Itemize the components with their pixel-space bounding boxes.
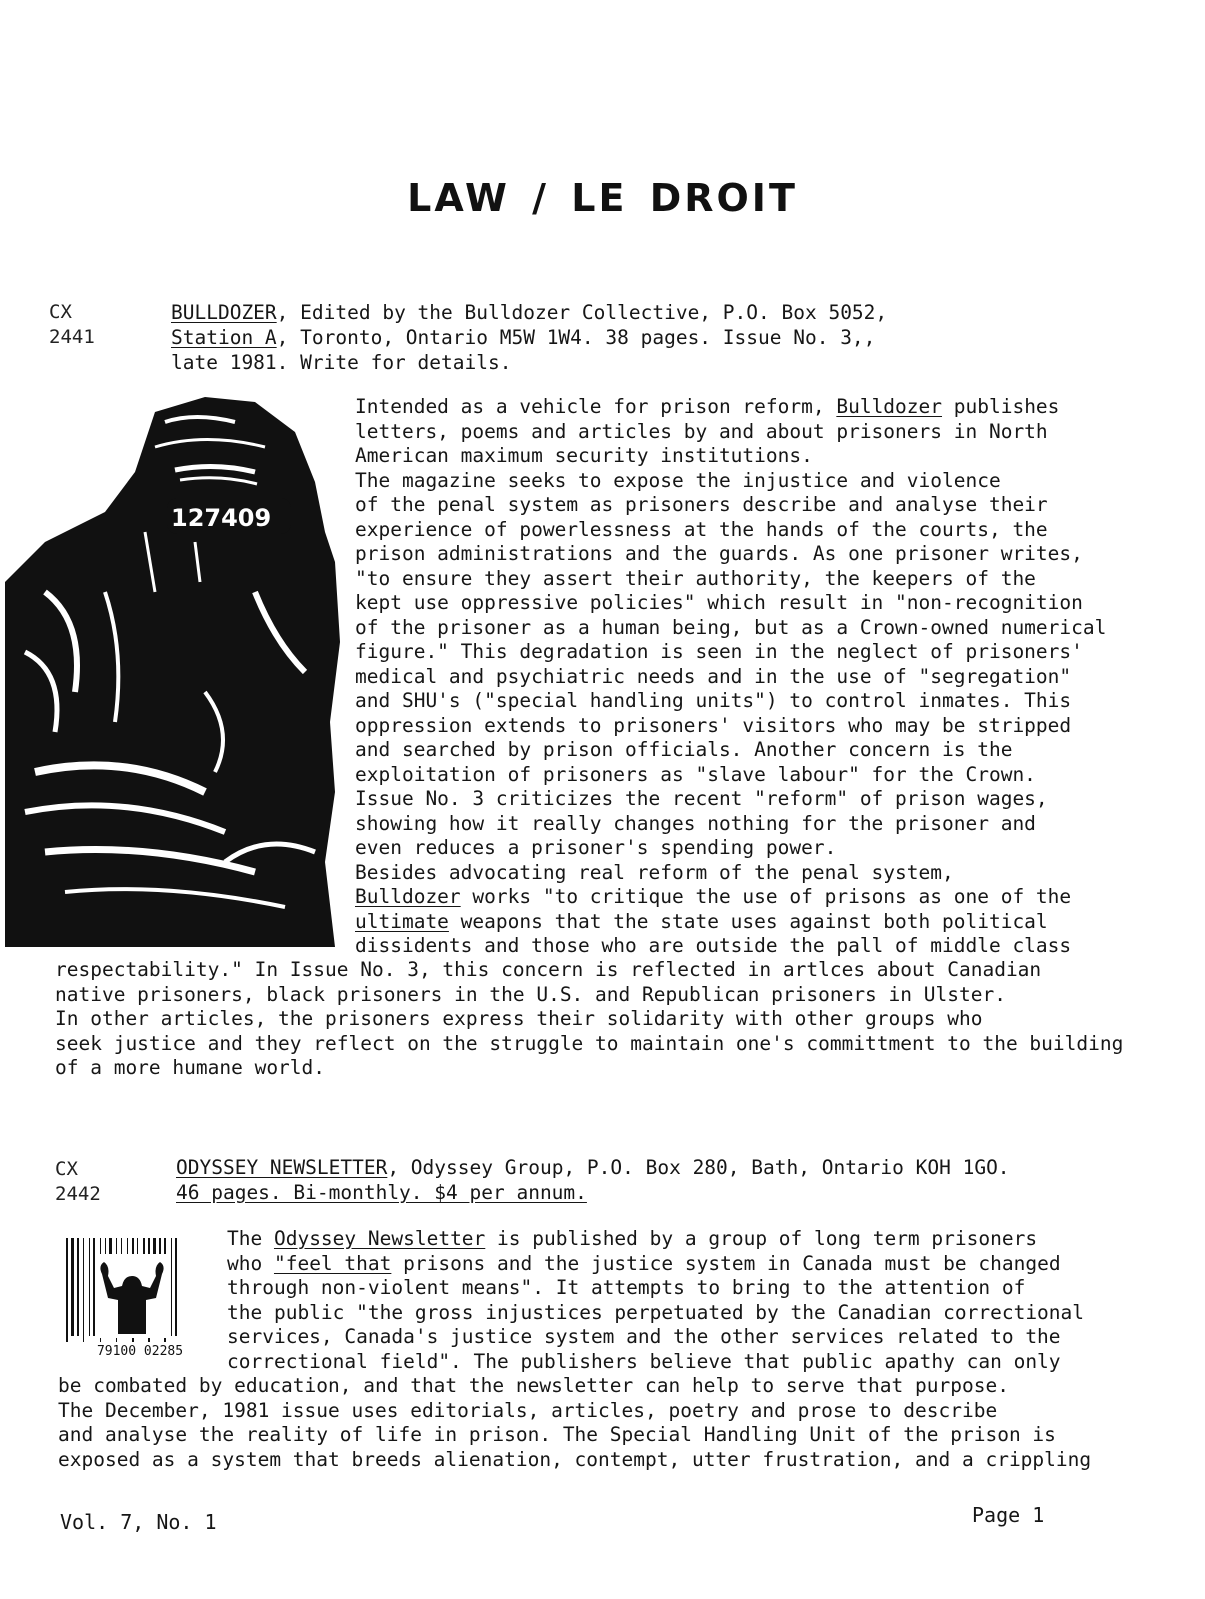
text-line: letters, poems and articles by and about prisoners in North <box>355 419 1048 443</box>
text-line: Issue No. 3 criticizes the recent "reform" of prison wages, <box>355 787 1048 810</box>
text-line: showing how it really changes nothing for the prisoner and <box>355 811 1036 835</box>
barcode-bar <box>83 1238 84 1342</box>
text-line: services, Canada's justice system and the other services related to the <box>227 1325 1061 1348</box>
text-line: Intended as a vehicle for prison reform, Bulldozer publishes <box>355 395 1060 418</box>
page-number: Page 1 <box>972 1503 1045 1527</box>
entry-body-wide <box>58 1374 1091 1472</box>
text-line: ultimate weapons that the state uses against both political <box>355 909 1048 933</box>
page-title: LAW / LE DROIT <box>407 176 798 220</box>
barcode-bar <box>93 1238 95 1336</box>
entry-body-narrow <box>227 1227 1084 1374</box>
text-line: of a more humane world. <box>55 1056 326 1079</box>
text-line: seek justice and they reflect on the struggle to maintain one's committment to the building <box>55 1031 1124 1055</box>
barcode-prisoner-logo <box>64 1236 216 1358</box>
prisoner-number: 127409 <box>171 504 272 532</box>
entry-heading: BULLDOZER, Edited by the Bulldozer Collective, P.O. Box 5052, Station A, Toronto, Ontario M5W 1W4. 38 pages. Issue No. 3,, late 1981. Write for details. <box>171 301 888 374</box>
text-line: respectability." In Issue No. 3, this concern is reflected in artlces about Canadian <box>55 958 1042 981</box>
entry-body-wide <box>55 958 1123 1081</box>
entry-code: CX 2442 <box>55 1158 101 1205</box>
barcode-bar <box>71 1238 74 1336</box>
barcode-bar <box>89 1238 90 1336</box>
text-line: dissidents and those who are outside the pall of middle class <box>355 934 1072 957</box>
text-line: and searched by prison officials. Another concern is the <box>355 738 1013 761</box>
text-line: The December, 1981 issue uses editorials, articles, poetry and prose to describe <box>58 1398 998 1422</box>
barcode-bar <box>66 1238 68 1342</box>
barcode-number: 79100 02285 <box>96 1344 184 1358</box>
text-line: The magazine seeks to expose the injustice and violence <box>355 468 1001 492</box>
text-line: "to ensure they assert their authority, the keepers of the <box>355 566 1036 590</box>
text-line: oppression extends to prisoners' visitors who may be stripped <box>355 713 1072 737</box>
text-line: of the prisoner as a human being, but as a Crown-owned numerical <box>355 615 1107 639</box>
text-line: who "feel that prisons and the justice system in Canada must be changed <box>227 1251 1061 1275</box>
text-line: of the penal system as prisoners describe and analyse their <box>355 493 1048 516</box>
publication-name: ODYSSEY NEWSLETTER <box>176 1156 388 1179</box>
barcode-bar <box>171 1238 172 1336</box>
text-line: American maximum security institutions. <box>355 444 813 467</box>
barcode-bar <box>175 1238 177 1336</box>
text-line: through non-violent means". It attempts to bring to the attention of <box>227 1276 1026 1299</box>
entry-code: CX 2441 <box>49 301 95 348</box>
text-line: In other articles, the prisoners express their solidarity with other groups who <box>55 1007 983 1030</box>
text-line: the public "the gross injustices perpetuated by the Canadian correctional <box>227 1300 1085 1324</box>
text-line: exposed as a system that breeds alienation, contempt, utter frustration, and a crippling <box>58 1447 1092 1471</box>
text-line: native prisoners, black prisoners in the U.S. and Republican prisoners in Ulster. <box>55 982 1006 1006</box>
entry-heading: ODYSSEY NEWSLETTER, Odyssey Group, P.O. Box 280, Bath, Ontario KOH 1GO. 46 pages. Bi-monthly. $4 per annum. <box>176 1156 1010 1204</box>
text-line: Besides advocating real reform of the penal system, <box>355 860 954 884</box>
text-line: even reduces a prisoner's spending power. <box>355 836 837 859</box>
publication-name: BULLDOZER <box>171 301 277 324</box>
text-line: and SHU's ("special handling units") to control inmates. This <box>355 689 1072 712</box>
volume-info: Vol. 7, No. 1 <box>60 1510 217 1534</box>
text-line: The Odyssey Newsletter is published by a group of long term prisoners <box>227 1227 1038 1250</box>
text-line: figure." This degradation is seen in the neglect of prisoners' <box>355 640 1083 663</box>
text-line: medical and psychiatric needs and in the use of "segregation" <box>355 664 1072 688</box>
entry-body-narrow <box>355 395 1106 959</box>
text-line: prison administrations and the guards. As one prisoner writes, <box>355 542 1083 565</box>
text-line: be combated by education, and that the newsletter can help to serve that purpose. <box>58 1374 1009 1397</box>
barcode-bar <box>77 1238 79 1336</box>
text-line: Bulldozer works "to critique the use of prisons as one of the <box>355 885 1072 908</box>
text-line: exploitation of prisoners as "slave labour" for the Crown. <box>355 762 1036 786</box>
text-line: correctional field". The publishers believe that public apathy can only <box>227 1349 1061 1373</box>
text-line: and analyse the reality of life in prison. The Special Handling Unit of the prison is <box>58 1423 1056 1446</box>
prisoner-portrait-illustration <box>5 392 345 952</box>
text-line: kept use oppressive policies" which result in "non-recognition <box>355 591 1083 614</box>
text-line: experience of powerlessness at the hands of the courts, the <box>355 517 1048 541</box>
